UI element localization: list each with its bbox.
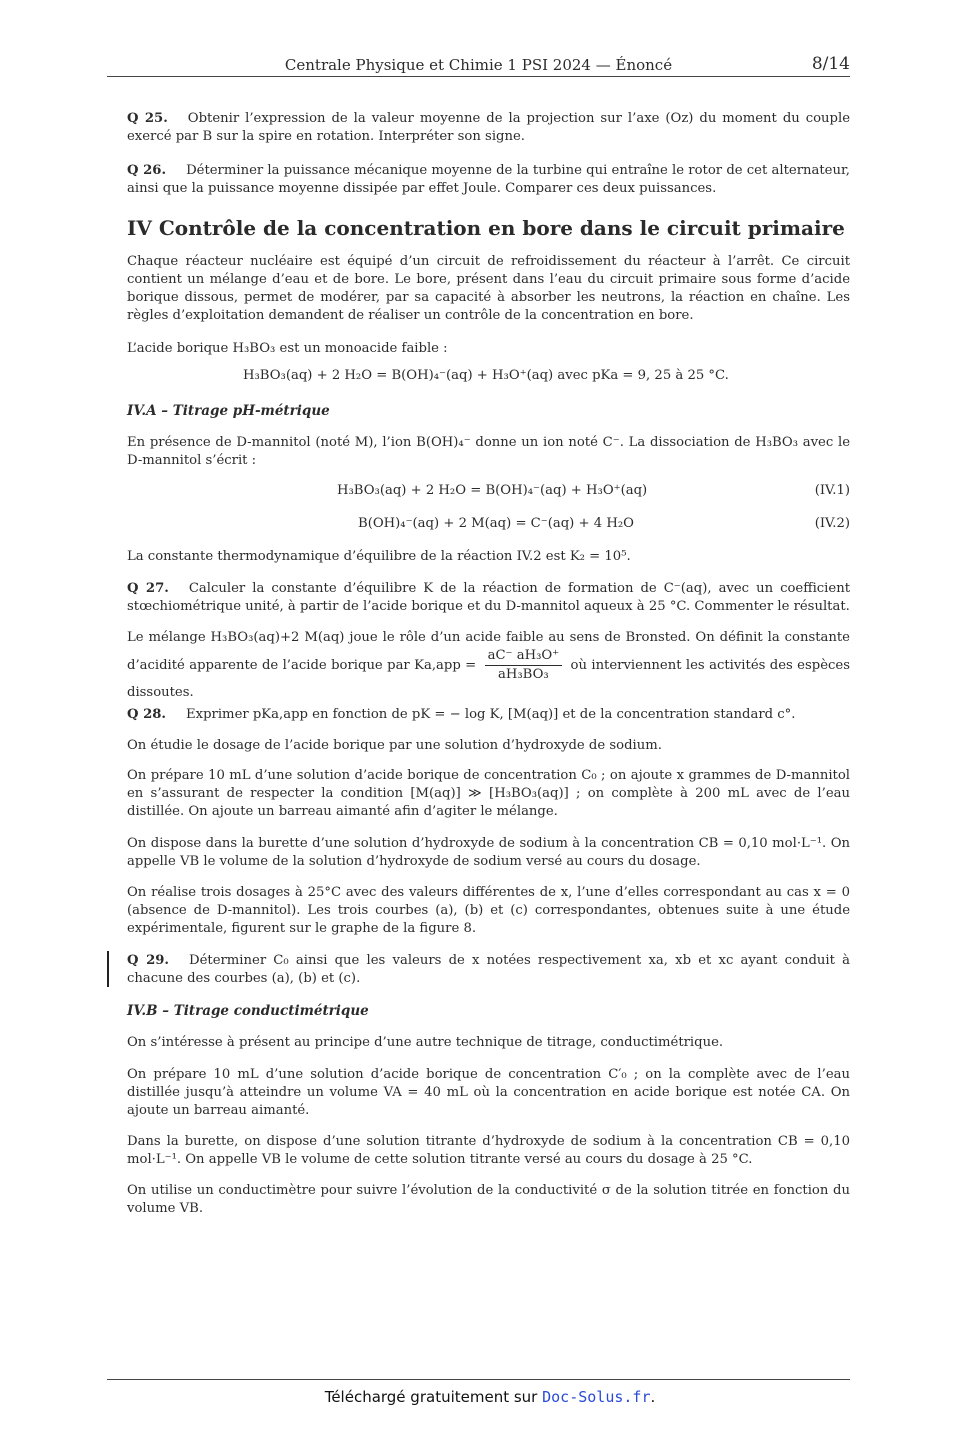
footer <box>0 1388 980 1406</box>
footer-suffix: . <box>650 1388 656 1406</box>
question-text: Déterminer la puissance mécanique moyenne de la turbine qui entraîne le rotor de cet alternateur, ainsi que la puissance moyenne dissipée par effet Joule. Comparer ces deux puissances. <box>127 163 850 196</box>
subsection-title-a: IV.A – Titrage pH-métrique <box>127 403 330 419</box>
question-label: Q 27. <box>127 581 169 596</box>
burette-paragraph: On dispose dans la burette d’une solution d’hydroxyde de sodium à la concentration CB = 0,10 mol·L⁻¹. On appelle VB le volume de la solution d’hydroxyde de sodium versé au cours du dosage. <box>127 836 850 869</box>
equation-iv2: B(OH)₄⁻(aq) + 2 M(aq) = C⁻(aq) + 4 H₂O <box>358 516 634 531</box>
preparation2-paragraph: On prépare 10 mL d’une solution d’acide borique de concentration C′₀ ; on la complète avec de l’eau distillée jusqu’à atteindre un volume VA = 40 mL où la concentration en acide borique est notée CA. On ajoute un barreau aimanté. <box>127 1067 850 1118</box>
revision-bar <box>107 951 109 987</box>
question-label: Q 26. <box>127 163 167 178</box>
question-25 <box>127 110 850 146</box>
k2-paragraph: La constante thermodynamique d’équilibre de la réaction IV.2 est K₂ = 10⁵. <box>127 549 631 564</box>
question-text: Déterminer C₀ ainsi que les valeurs de x notées respectivement xa, xb et xc ayant conduit à chacune des courbes (a), (b) et (c). <box>127 953 850 986</box>
bronsted-text: Le mélange H₃BO₃(aq)+2 M(aq) joue le rôle d’un acide faible au sens de Bronsted. On définit la constante d’acidité apparente de l’acide borique par <box>127 630 850 673</box>
subsection-title-b: IV.B – Titrage conductimétrique <box>127 1003 369 1019</box>
conductimetre-paragraph: On utilise un conductimètre pour suivre l’évolution de la conductivité σ de la solution titrée en fonction du volume VB. <box>127 1183 850 1216</box>
question-text: Calculer la constante d’équilibre K de la réaction de formation de C⁻(aq), avec un coefficient stœchiométrique unité, à partir de l’acide borique et du D-mannitol aqueux à 25 °C. Commenter le résultat. <box>127 581 850 614</box>
preparation-paragraph: On prépare 10 mL d’une solution d’acide borique de concentration C₀ ; on ajoute x grammes de D-mannitol en s’assurant de respecter la condition [M(aq)] ≫ [H₃BO₃(aq)] ; on complète à 200 mL avec de l’eau distillée. On ajoute un barreau aimanté afin d’agiter le mélange. <box>127 768 850 819</box>
equation-number: (IV.2) <box>814 516 850 531</box>
page-header <box>107 56 850 77</box>
monoacide-paragraph: L’acide borique H₃BO₃ est un monoacide faible : <box>127 341 448 356</box>
equation-number: (IV.1) <box>814 483 850 498</box>
burette2-paragraph: Dans la burette, on dispose d’une solution titrante d’hydroxyde de sodium à la concentration CB = 0,10 mol·L⁻¹. On appelle VB le volume de cette solution titrante versé au cours du dosage à 25 °C. <box>127 1134 850 1167</box>
equation-main: H₃BO₃(aq) + 2 H₂O = B(OH)₄⁻(aq) + H₃O⁺(aq) avec pKa = 9, 25 à 25 °C. <box>243 368 729 383</box>
kapp-tail: où interviennent les activités des espèces dissoutes. <box>127 658 850 700</box>
fraction-denominator: aH₃BO₃ <box>498 667 549 682</box>
question-29 <box>127 952 850 988</box>
footer-rule <box>107 1379 850 1380</box>
interesse-paragraph: On s’intéresse à présent au principe d’une autre technique de titrage, conductimétrique. <box>127 1035 724 1050</box>
question-label: Q 25. <box>127 111 168 126</box>
footer-link[interactable]: Doc-Solus.fr <box>542 1388 651 1406</box>
question-label: Q 29. <box>127 953 170 968</box>
intro-paragraph: Chaque réacteur nucléaire est équipé d’un circuit de refroidissement du réacteur à l’arrêt. Ce circuit contient un mélange d’eau et de bore. Le bore, présent dans l’eau du circuit primaire sous forme d’acide borique dissous, permet de modérer, par sa capacité à absorber les neutrons, la réaction en chaîne. Les règles d’exploitation demandent de réaliser un contrôle de la concentration en bore. <box>127 254 850 323</box>
question-27 <box>127 580 850 616</box>
section-title: IV Contrôle de la concentration en bore dans le circuit primaire <box>127 216 845 240</box>
kapp-fraction <box>485 647 563 684</box>
mannitol-paragraph: En présence de D-mannitol (noté M), l’ion B(OH)₄⁻ donne un ion noté C⁻. La dissociation de H₃BO₃ avec le D-mannitol s’écrit : <box>127 435 850 468</box>
trois-dosages-paragraph: On réalise trois dosages à 25°C avec des valeurs différentes de x, l’une d’elles correspondant au cas x = 0 (absence de D-mannitol). Les trois courbes (a), (b) et (c) correspondantes, obtenues suite à une étude expérimentale, figurent sur le graphe de la figure 8. <box>127 885 850 936</box>
equation-iv1: H₃BO₃(aq) + 2 H₂O = B(OH)₄⁻(aq) + H₃O⁺(aq) <box>337 483 648 498</box>
page-number: 8/14 <box>811 54 850 74</box>
bronsted-paragraph <box>127 629 850 702</box>
fraction-numerator: aC⁻ aH₃O⁺ <box>485 647 563 666</box>
kapp-lhs: Ka,app = <box>414 658 477 673</box>
question-label: Q 28. <box>127 707 167 722</box>
question-text: Obtenir l’expression de la valeur moyenne de la projection sur l’axe (Oz) du moment du couple exercé par B sur la spire en rotation. Interpréter son signe. <box>127 111 850 144</box>
footer-prefix: Téléchargé gratuitement sur <box>324 1388 538 1406</box>
question-text: Exprimer pKa,app en fonction de pK = − log K, [M(aq)] et de la concentration standard c°. <box>186 707 796 722</box>
question-28 <box>127 706 850 724</box>
question-26 <box>127 162 850 198</box>
header-title: Centrale Physique et Chimie 1 PSI 2024 — Énoncé <box>284 56 673 74</box>
dosage-paragraph: On étudie le dosage de l’acide borique par une solution d’hydroxyde de sodium. <box>127 738 662 753</box>
